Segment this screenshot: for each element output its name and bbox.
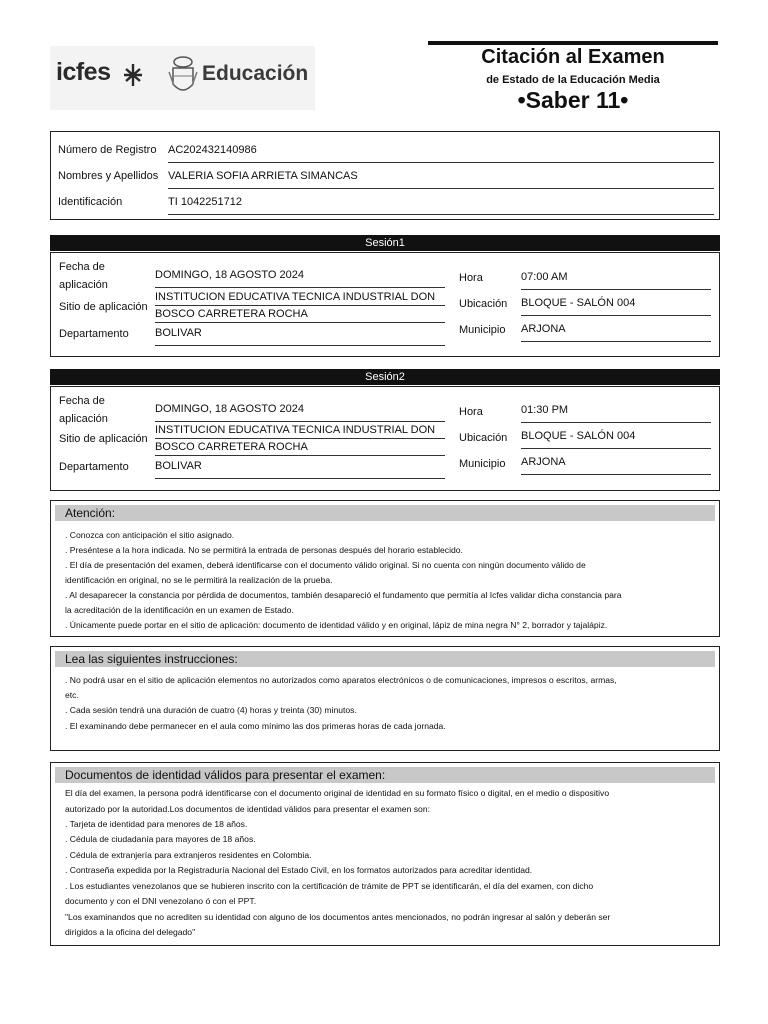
atencion-line: . Únicamente puede portar en el sitio de aplicación: documento de identidad válido y en original, lápiz de mina negra N° 2, borrador y tajalápiz. <box>65 620 608 630</box>
atencion-line: . El día de presentación del examen, deberá identificarse con el documento válido original. Si no cuenta con ningún documento válido de <box>65 560 586 570</box>
registration-box <box>50 131 720 220</box>
sitio-value-line1: INSTITUCION EDUCATIVA TECNICA INDUSTRIAL DON <box>155 424 445 439</box>
icfes-star-icon <box>120 62 146 88</box>
documentos-line: El día del examen, la persona podrá identificarse con el documento original de identidad en su formato físico o digital, en el medio o dispositivo <box>65 788 610 798</box>
ubicacion-value: BLOQUE - SALÓN 004 <box>521 430 711 449</box>
document-subtitle: de Estado de la Educación Media <box>486 74 660 86</box>
ubicacion-label: Ubicación <box>459 298 508 310</box>
sitio-value-line2: BOSCO CARRETERA ROCHA <box>155 441 445 456</box>
sitio-value-line1: INSTITUCION EDUCATIVA TECNICA INDUSTRIAL DON <box>155 291 445 306</box>
documentos-line: . Tarjeta de identidad para menores de 18 años. <box>65 819 248 829</box>
sitio-label: Sitio de aplicación <box>59 301 148 313</box>
document-title: Citación al Examen <box>481 46 665 68</box>
documentos-line: dirigidos a la oficina del delegado" <box>65 927 196 937</box>
documentos-line: . Cédula de ciudadanía para mayores de 18 años. <box>65 834 256 844</box>
nombres-label: Nombres y Apellidos <box>58 170 159 182</box>
exam-name: •Saber 11• <box>517 87 629 113</box>
fecha-label-2: aplicación <box>59 279 108 291</box>
hora-label: Hora <box>459 272 483 284</box>
hora-value: 01:30 PM <box>521 404 711 423</box>
sitio-value-line2: BOSCO CARRETERA ROCHA <box>155 308 445 323</box>
nombres-value: VALERIA SOFIA ARRIETA SIMANCAS <box>168 170 714 189</box>
departamento-value: BOLIVAR <box>155 327 445 346</box>
fecha-label: Fecha de <box>59 261 105 273</box>
fecha-label: Fecha de <box>59 395 105 407</box>
ubicacion-value: BLOQUE - SALÓN 004 <box>521 297 711 316</box>
instrucciones-line: . El examinando debe permanecer en el aula como mínimo las dos primeras horas de cada jornada. <box>65 721 446 731</box>
ubicacion-label: Ubicación <box>459 432 508 444</box>
documentos-line: . Cédula de extranjería para extranjeros residentes en Colombia. <box>65 850 312 860</box>
registro-label: Número de Registro <box>58 144 157 156</box>
documentos-title: Documentos de identidad válidos para presentar el examen: <box>55 767 715 783</box>
session1-box <box>50 252 720 357</box>
colombia-shield-icon <box>168 54 198 98</box>
atencion-line: . Al desaparecer la constancia por pérdida de documentos, también desapareció el fundamento que permitía al Icfes validar dicha constancia para <box>65 590 622 600</box>
atencion-title: Atención: <box>55 505 715 521</box>
instrucciones-box <box>50 646 720 751</box>
atencion-line: . Preséntese a la hora indicada. No se permitirá la entrada de personas después del horario establecido. <box>65 545 463 555</box>
instrucciones-line: etc. <box>65 690 79 700</box>
atencion-box <box>50 500 720 637</box>
instrucciones-title: Lea las siguientes instrucciones: <box>55 651 715 667</box>
identificacion-value: TI 1042251712 <box>168 196 714 215</box>
hora-label: Hora <box>459 406 483 418</box>
documentos-line: "Los examinandos que no acrediten su identidad con alguno de los documentos antes mencionados, no podrán ingresar al salón y deberán ser <box>65 912 611 922</box>
atencion-line: . Conozca con anticipación el sitio asignado. <box>65 530 235 540</box>
municipio-label: Municipio <box>459 458 506 470</box>
title-rule <box>428 41 718 45</box>
atencion-line: la acreditación de la identificación en un examen de Estado. <box>65 605 294 615</box>
icfes-logo-text: icfes <box>56 58 111 86</box>
sitio-label: Sitio de aplicación <box>59 433 148 445</box>
identificacion-label: Identificación <box>58 196 123 208</box>
municipio-label: Municipio <box>459 324 506 336</box>
session2-header: Sesión2 <box>50 369 720 385</box>
documentos-line: . Los estudiantes venezolanos que se hubieren inscrito con la certificación de trámite de PPT se identificarán, el día del examen, con dicho <box>65 881 594 891</box>
fecha-value: DOMINGO, 18 AGOSTO 2024 <box>155 403 445 422</box>
fecha-label-2: aplicación <box>59 413 108 425</box>
fecha-value: DOMINGO, 18 AGOSTO 2024 <box>155 269 445 288</box>
departamento-label: Departamento <box>59 461 129 473</box>
documentos-line: autorizado por la autoridad.Los documentos de identidad válidos para presentar el examen son: <box>65 804 430 814</box>
municipio-value: ARJONA <box>521 456 711 475</box>
documentos-line: documento y con el DNI venezolano ó con el PPT. <box>65 896 257 906</box>
instrucciones-line: . No podrá usar en el sitio de aplicación elementos no autorizados como aparatos electrónicos o de comunicaciones, impresos o escritos, armas, <box>65 675 617 685</box>
atencion-line: identificación en original, no se le permitirá la realización de la prueba. <box>65 575 333 585</box>
session2-box <box>50 386 720 491</box>
documentos-line: . Contraseña expedida por la Registraduría Nacional del Estado Civil, en los formatos autorizados para acreditar identidad. <box>65 865 533 875</box>
educacion-logo-text: Educación <box>202 62 309 85</box>
municipio-value: ARJONA <box>521 323 711 342</box>
departamento-value: BOLIVAR <box>155 460 445 479</box>
hora-value: 07:00 AM <box>521 271 711 290</box>
departamento-label: Departamento <box>59 328 129 340</box>
session1-header: Sesión1 <box>50 235 720 251</box>
registro-value: AC202432140986 <box>168 144 714 163</box>
logos-banner <box>50 46 315 110</box>
documentos-box <box>50 762 720 946</box>
instrucciones-line: . Cada sesión tendrá una duración de cuatro (4) horas y treinta (30) minutos. <box>65 705 357 715</box>
